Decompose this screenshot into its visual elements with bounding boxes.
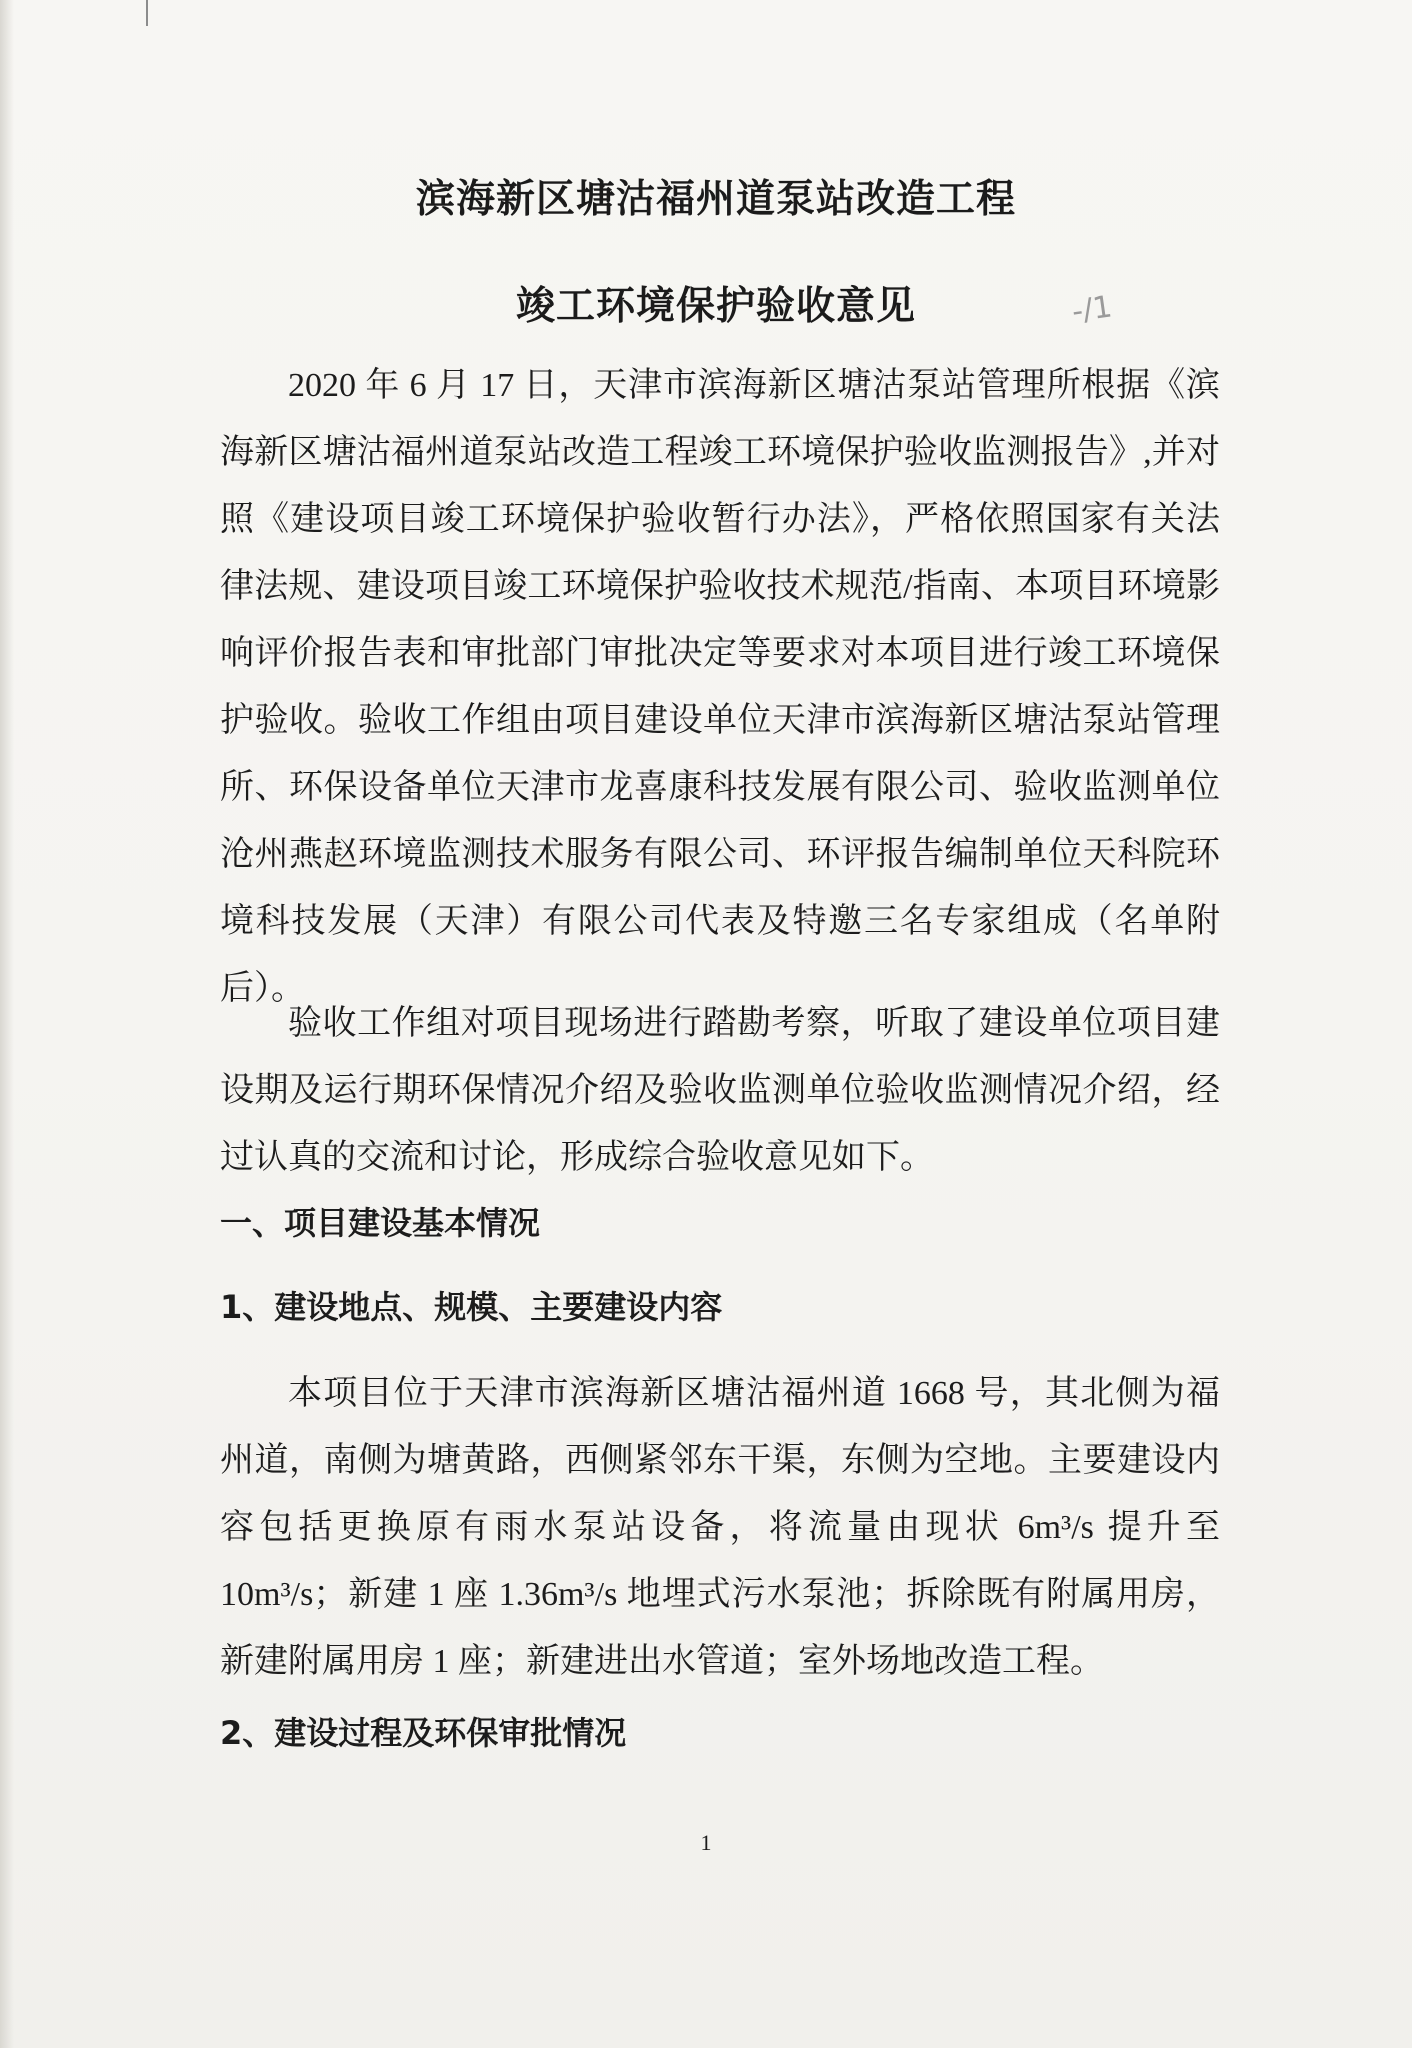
document-title-line1: 滨海新区塘沽福州道泵站改造工程 xyxy=(415,176,1016,222)
page-number: 1 xyxy=(700,1830,712,1855)
scan-mark xyxy=(146,0,148,26)
scan-edge-shadow xyxy=(0,0,14,2048)
section-heading-basic-info: 一、项目建设基本情况 xyxy=(220,1204,541,1242)
subsection-heading-location: 1、建设地点、规模、主要建设内容 xyxy=(220,1288,723,1326)
handwritten-mark: -/1 xyxy=(1069,289,1115,330)
paragraph-location: 本项目位于天津市滨海新区塘沽福州道 1668 号，其北侧为福州道，南侧为塘黄路，西侧紧邻东干渠，东侧为空地。主要建设内容包括更换原有雨水泵站设备，将流量由现状 6m³/s 提升至 10m³/s；新建 1 座 1.36m³/s 地埋式污水泵池；拆除既有附属用房，新建附属用房 1 座；新建进出水管道；室外场地改造工程。 xyxy=(220,1375,1220,1680)
paragraph-inspection: 验收工作组对项目现场进行踏勘考察，听取了建设单位项目建设期及运行期环保情况介绍及验收监测单位验收监测情况介绍，经过认真的交流和讨论，形成综合验收意见如下。 xyxy=(220,1005,1220,1176)
subsection-heading-process: 2、建设过程及环保审批情况 xyxy=(220,1714,627,1752)
document-title-line2: 竣工环境保护验收意见 xyxy=(515,283,916,329)
paragraph-intro: 2020 年 6 月 17 日，天津市滨海新区塘沽泵站管理所根据《滨海新区塘沽福州道泵站改造工程竣工环境保护验收监测报告》,并对照《建设项目竣工环境保护验收暂行办法》，严格依照国家有关法律法规、建设项目竣工环境保护验收技术规范/指南、本项目环境影响评价报告表和审批部门审批决定等要求对本项目进行竣工环境保护验收。验收工作组由项目建设单位天津市滨海新区塘沽泵站管理所、环保设备单位天津市龙喜康科技发展有限公司、验收监测单位沧州燕赵环境监测技术服务有限公司、环评报告编制单位天科院环境科技发展（天津）有限公司代表及特邀三名专家组成（名单附后）。 xyxy=(220,367,1220,1007)
